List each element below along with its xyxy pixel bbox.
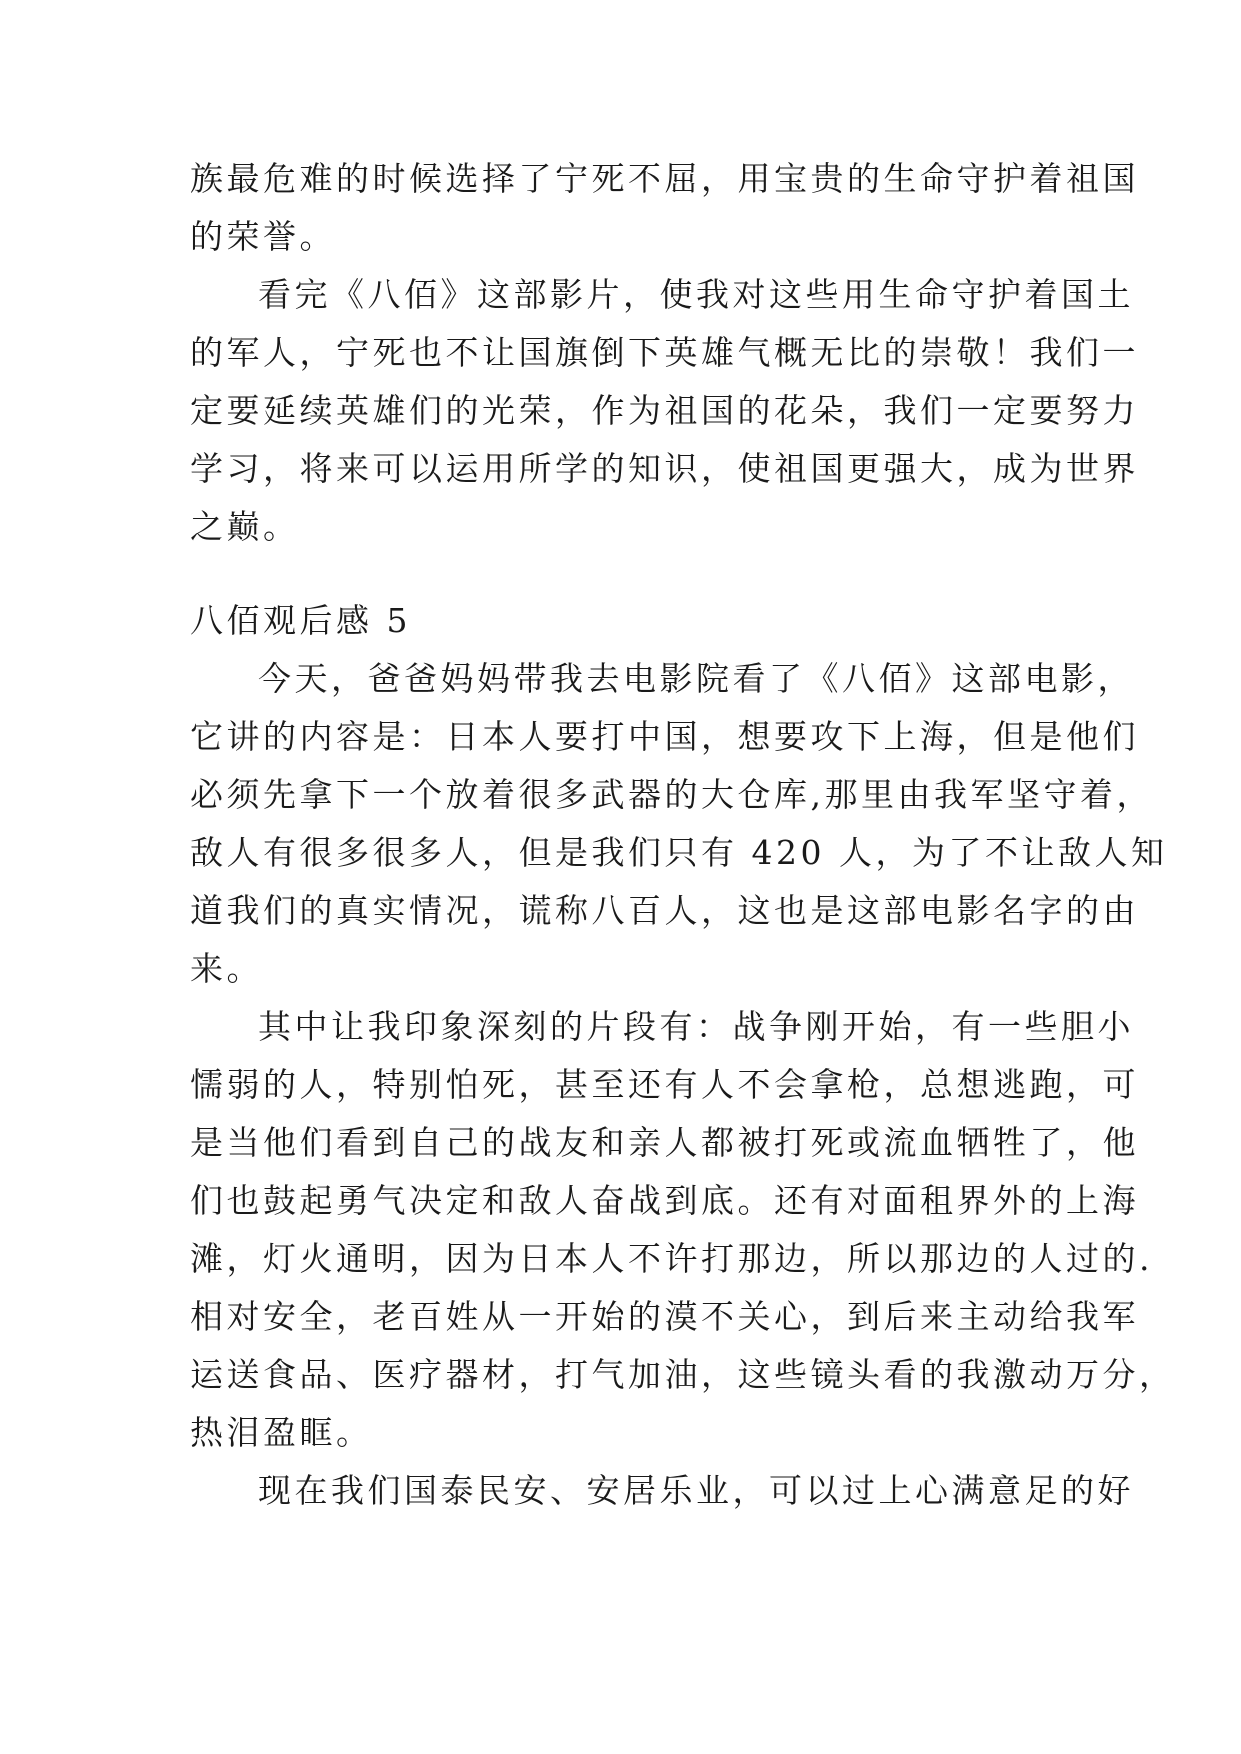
text-line: 现在我们国泰民安、安居乐业，可以过上心满意足的好 [258,1471,1134,1510]
text-line: 的荣誉。 [190,217,336,256]
section5-paragraph-1 [190,650,1168,998]
text-line: 学习，将来可以运用所学的知识，使祖国更强大，成为世界 [190,449,1139,488]
section-title: 八佰观后感 5 [190,601,411,640]
text-line: 是当他们看到自己的战友和亲人都被打死或流血牺牲了，他 [190,1123,1139,1162]
text-line: 必须先拿下一个放着很多武器的大仓库,那里由我军坚守着， [190,775,1153,814]
prev-paragraph-2 [190,266,1139,556]
section5-paragraph-2 [190,998,1176,1462]
text-line: 定要延续英雄们的光荣，作为祖国的花朵，我们一定要努力 [190,391,1139,430]
prev-paragraph-1 [190,150,1139,266]
section-spacer [190,556,1060,592]
text-line: 道我们的真实情况，谎称八百人，这也是这部电影名字的由 [190,891,1139,930]
text-line: 懦弱的人，特别怕死，甚至还有人不会拿枪，总想逃跑，可 [190,1065,1139,1104]
text-line: 热泪盈眶。 [190,1413,373,1452]
text-line: 之巅。 [190,507,300,546]
text-line: 滩，灯火通明，因为日本人不许打那边，所以那边的人过的. [190,1239,1153,1278]
text-line: 相对安全，老百姓从一开始的漠不关心，到后来主动给我军 [190,1297,1139,1336]
text-line: 的军人，宁死也不让国旗倒下英雄气概无比的崇敬！我们一 [190,333,1139,372]
text-line: 来。 [190,949,263,988]
text-line: 运送食品、医疗器材，打气加油，这些镜头看的我激动万分， [190,1355,1176,1394]
text-line: 今天，爸爸妈妈带我去电影院看了《八佰》这部电影， [258,659,1134,698]
text-line: 看完《八佰》这部影片，使我对这些用生命守护着国土 [258,275,1134,314]
text-line: 敌人有很多很多人，但是我们只有 420 人，为了不让敌人知 [190,833,1168,872]
text-line: 们也鼓起勇气决定和敌人奋战到底。还有对面租界外的上海 [190,1181,1139,1220]
text-line: 它讲的内容是：日本人要打中国，想要攻下上海，但是他们 [190,717,1139,756]
text-line: 其中让我印象深刻的片段有：战争刚开始，有一些胆小 [258,1007,1134,1046]
section5-paragraph-3 [190,1462,1134,1520]
text-line: 族最危难的时候选择了宁死不屈，用宝贵的生命守护着祖国 [190,159,1139,198]
document-page [190,150,1176,1520]
